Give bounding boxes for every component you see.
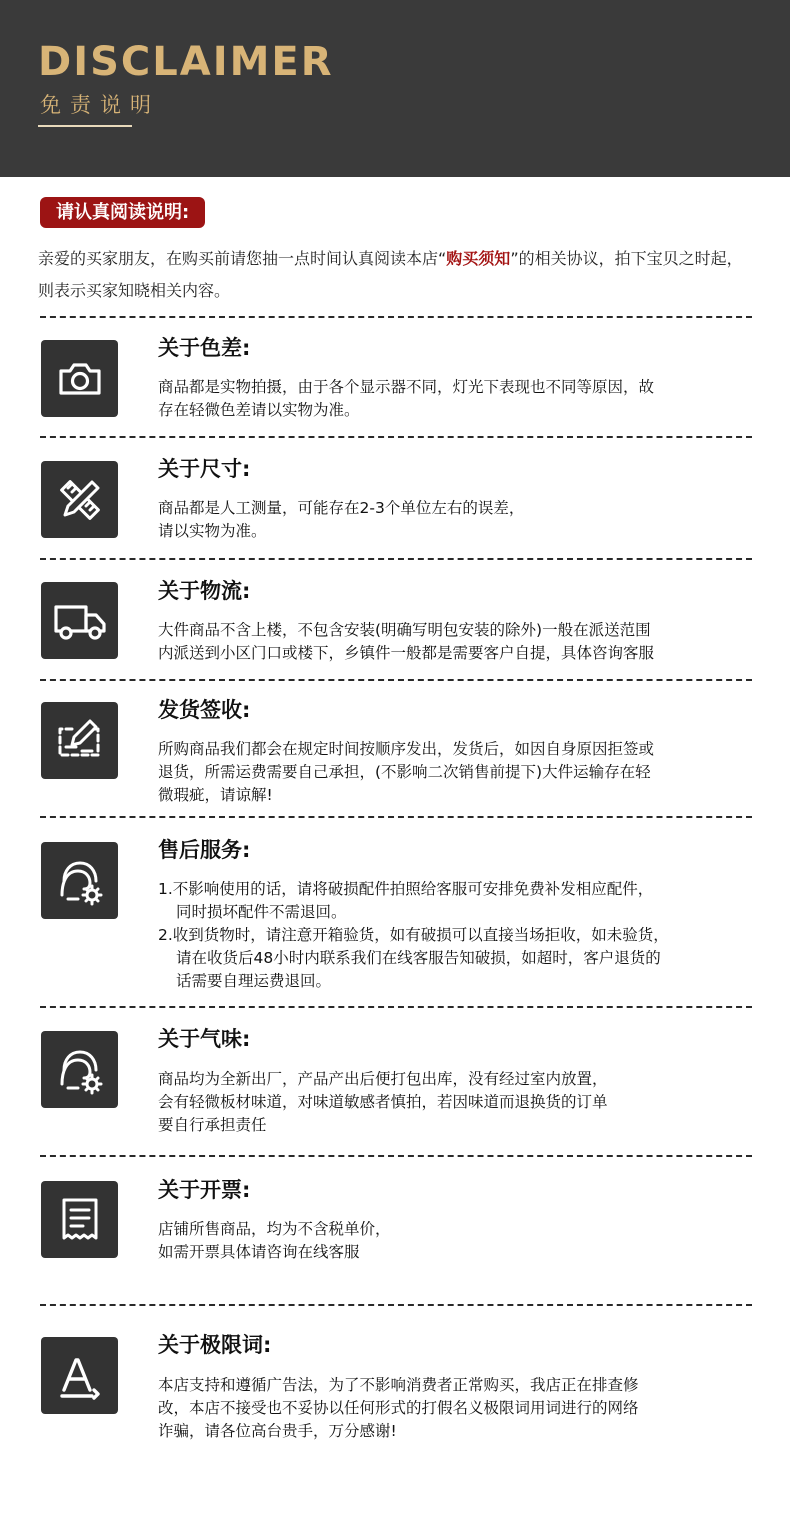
section-line: 改，本店不接受也不妥协以任何形式的打假名义极限词用词进行的网络 <box>158 1399 639 1417</box>
section-line: 本店支持和遵循广告法，为了不影响消费者正常购买，我店正在排查修 <box>158 1376 639 1394</box>
section-line: 诈骗，请各位高台贵手，万分感谢! <box>158 1422 397 1440</box>
section-body-delivery <box>158 738 758 807</box>
section-line: 内派送到小区门口或楼下，乡镇件一般都是需要客户自提，具体咨询客服 <box>158 644 655 662</box>
section-line: 大件商品不含上楼，不包含安装(明确写明包安装的除外)一般在派送范围 <box>158 621 651 639</box>
section-line: 请以实物为准。 <box>158 522 267 540</box>
section-body-odor <box>158 1068 758 1137</box>
section-divider <box>40 1304 752 1306</box>
section-title-aftersales: 售后服务: <box>158 838 251 862</box>
section-divider <box>40 1155 752 1157</box>
section-title-color: 关于色差: <box>158 336 251 360</box>
section-divider <box>40 816 752 818</box>
header-banner <box>0 0 790 177</box>
section-body-aftersales <box>158 878 758 993</box>
section-line: 店铺所售商品，均为不含税单价， <box>158 1220 391 1238</box>
section-line: 商品均为全新出厂，产品产出后便打包出库，没有经过室内放置， <box>158 1070 608 1088</box>
intro-highlight: 购买须知 <box>446 249 511 268</box>
sign-edit-icon <box>41 702 118 779</box>
section-body-invoice <box>158 1218 758 1264</box>
section-divider <box>40 1006 752 1008</box>
intro-text-end: ”的相关协议，拍下宝贝之时起，则表示买家知晓相关内容。 <box>38 249 743 300</box>
section-title-size: 关于尺寸: <box>158 457 251 481</box>
title-underline <box>38 125 132 127</box>
section-divider <box>40 679 752 681</box>
section-title-invoice: 关于开票: <box>158 1178 251 1202</box>
truck-icon <box>41 582 118 659</box>
service-gear-icon <box>41 1031 118 1108</box>
section-line: 2.收到货物时，请注意开箱验货，如有破损可以直接当场拒收，如未验货， <box>158 926 669 944</box>
section-line: 同时损坏配件不需退回。 <box>176 903 347 921</box>
ruler-pencil-icon <box>41 461 118 538</box>
section-title-prohibited-words: 关于极限词: <box>158 1333 272 1357</box>
section-body-color <box>158 376 758 422</box>
section-body-size <box>158 497 758 543</box>
section-line: 存在轻微色差请以实物为准。 <box>158 401 360 419</box>
section-line: 话需要自理运费退回。 <box>176 972 332 990</box>
section-line: 商品都是实物拍摄，由于各个显示器不同，灯光下表现也不同等原因，故 <box>158 378 655 396</box>
section-line: 退货，所需运费需要自己承担，(不影响二次销售前提下)大件运输存在轻 <box>158 763 651 781</box>
section-divider <box>40 316 752 318</box>
notice-badge: 请认真阅读说明: <box>40 197 205 228</box>
section-line: 会有轻微板材味道，对味道敏感者慎拍，若因味道而退换货的订单 <box>158 1093 608 1111</box>
section-line: 所购商品我们都会在规定时间按顺序发出，发货后，如因自身原因拒签或 <box>158 740 655 758</box>
section-title-odor: 关于气味: <box>158 1027 251 1051</box>
camera-icon <box>41 340 118 417</box>
letter-a-icon <box>41 1337 118 1414</box>
section-line: 商品都是人工测量，可能存在2-3个单位左右的误差， <box>158 499 525 517</box>
section-line: 微瑕疵，请谅解! <box>158 786 273 804</box>
section-line: 如需开票具体请咨询在线客服 <box>158 1243 360 1261</box>
section-title-logistics: 关于物流: <box>158 579 251 603</box>
section-line: 要自行承担责任 <box>158 1116 267 1134</box>
section-body-prohibited-words <box>158 1374 758 1443</box>
page-subtitle: 免责说明 <box>40 93 160 117</box>
service-gear-icon <box>41 842 118 919</box>
section-title-delivery: 发货签收: <box>158 698 251 722</box>
section-line: 请在收货后48小时内联系我们在线客服告知破损，如超时，客户退货的 <box>176 949 661 967</box>
section-line: 1.不影响使用的话，请将破损配件拍照给客服可安排免费补发相应配件， <box>158 880 654 898</box>
receipt-icon <box>41 1181 118 1258</box>
page-title: DISCLAIMER <box>38 39 334 85</box>
intro-text-start: 亲爱的买家朋友，在购买前请您抽一点时间认真阅读本店“ <box>38 249 447 268</box>
intro-paragraph <box>38 243 750 307</box>
section-divider <box>40 436 752 438</box>
section-divider <box>40 558 752 560</box>
section-body-logistics <box>158 619 758 665</box>
